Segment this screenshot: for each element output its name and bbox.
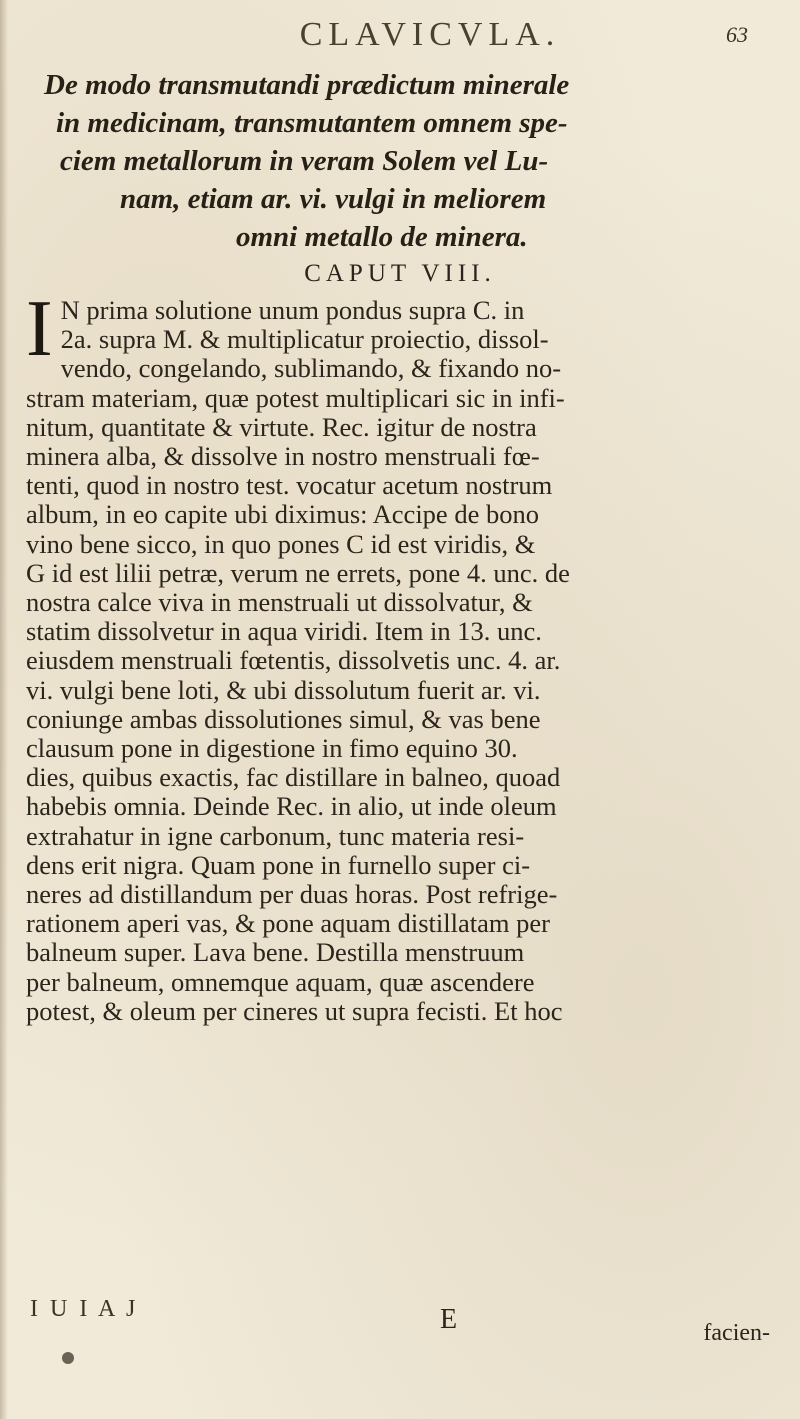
ink-blot xyxy=(62,1352,74,1364)
text-line: nostra calce viva in menstruali ut dissolvatur, & xyxy=(26,588,533,618)
text-line: neres ad distillandum per duas horas. Post refrige- xyxy=(26,880,558,910)
text-line: clausum pone in digestione in fimo equino 30. xyxy=(26,734,518,764)
text-line: tenti, quod in nostro test. vocatur acetum nostrum xyxy=(26,471,553,501)
drop-cap: I xyxy=(26,285,53,373)
heading-line: omni metallo de minera. xyxy=(236,221,528,253)
text-line: dies, quibus exactis, fac distillare in balneo, quoad xyxy=(26,763,561,793)
heading-line: De modo transmutandi prædictum minerale xyxy=(44,69,570,101)
faded-signature-mark: I U I A J xyxy=(30,1296,139,1322)
text-line: G id est lilii petræ, verum ne errets, pone 4. unc. de xyxy=(26,558,570,588)
body-text xyxy=(26,285,796,1026)
text-line: extrahatur in igne carbonum, tunc materia resi- xyxy=(26,821,525,851)
heading-line: nam, etiam ar. vi. vulgi in meliorem xyxy=(120,183,547,215)
text-line: potest, & oleum per cineres ut supra fecisti. Et hoc xyxy=(26,996,563,1026)
text-line: eiusdem menstruali fœtentis, dissolvetis unc. 4. ar. xyxy=(26,646,561,676)
chapter-title: CAPUT VIII. xyxy=(304,260,496,287)
text-line: balneum super. Lava bene. Destilla menstruum xyxy=(26,938,525,968)
heading-line: in medicinam, transmutantem omnem spe- xyxy=(56,107,568,139)
text-line: vino bene sicco, in quo pones C id est viridis, & xyxy=(26,529,536,559)
text-line: dens erit nigra. Quam pone in furnello super ci- xyxy=(26,850,531,880)
text-line: rationem aperi vas, & pone aquam distillatam per xyxy=(26,909,550,939)
signature-mark: E xyxy=(440,1304,458,1335)
section-heading xyxy=(20,66,780,256)
text-line: stram materiam, quæ potest multiplicari sic in infi- xyxy=(26,383,565,413)
page-number: 63 xyxy=(726,22,748,47)
running-head: CLAVICVLA. xyxy=(299,16,561,53)
text-line: vi. vulgi bene loti, & ubi dissolutum fuerit ar. vi. xyxy=(26,675,541,705)
text-line: statim dissolvetur in aqua viridi. Item in 13. unc. xyxy=(26,617,542,647)
heading-line: ciem metallorum in veram Solem vel Lu- xyxy=(60,145,549,177)
text-line: album, in eo capite ubi diximus: Accipe de bono xyxy=(26,500,539,530)
text-line: N prima solutione unum pondus supra C. in xyxy=(60,296,525,325)
text-line: habebis omnia. Deinde Rec. in alio, ut inde oleum xyxy=(26,792,557,822)
text-line: vendo, congelando, sublimando, & fixando no- xyxy=(60,354,562,384)
catchword: facien- xyxy=(703,1320,770,1346)
text-line: per balneum, omnemque aquam, quæ ascendere xyxy=(26,967,535,997)
text-line: minera alba, & dissolve in nostro menstruali fœ- xyxy=(26,442,540,472)
text-line: nitum, quantitate & virtute. Rec. igitur de nostra xyxy=(26,412,537,442)
text-line: coniunge ambas dissolutiones simul, & vas bene xyxy=(26,704,541,734)
text-line: 2a. supra M. & multiplicatur proiectio, dissol- xyxy=(60,325,549,355)
